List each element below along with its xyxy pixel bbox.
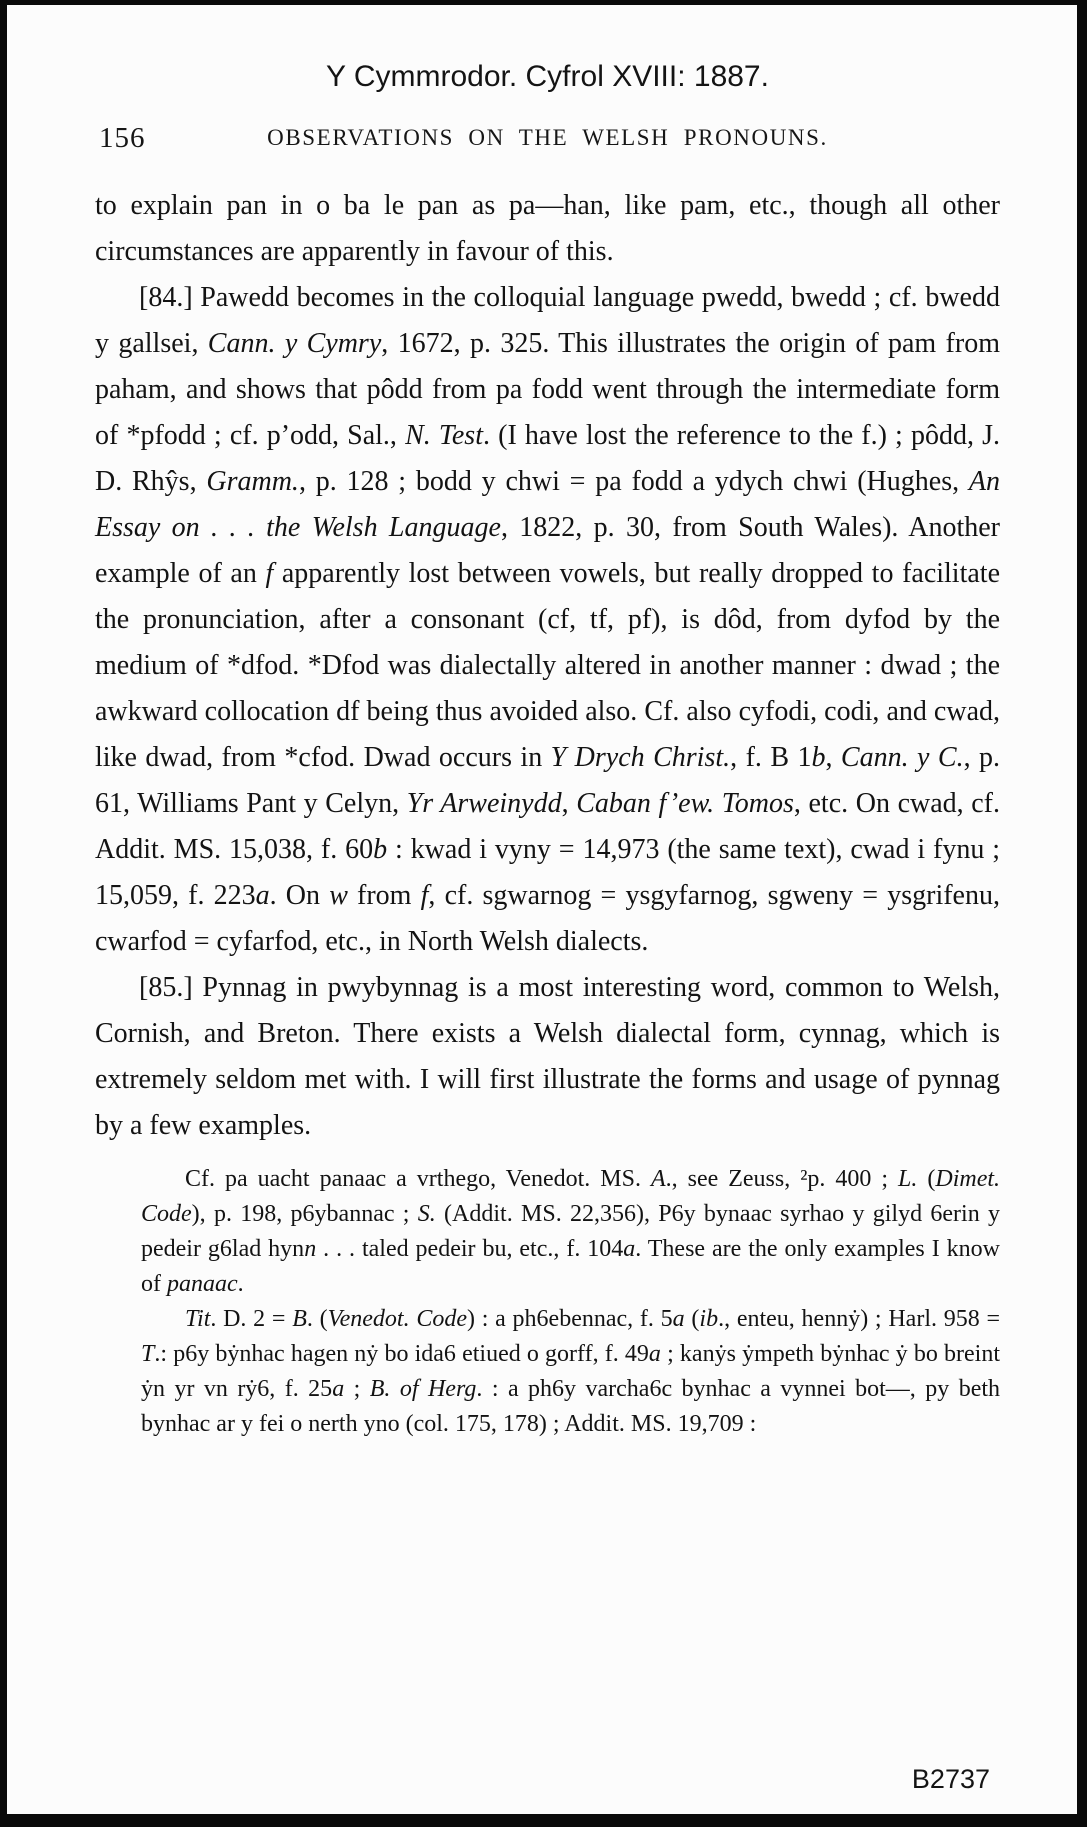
- running-title: OBSERVATIONS ON THE WELSH PRONOUNS.: [267, 125, 828, 150]
- italic-text-segment: a: [672, 1306, 685, 1332]
- italic-text-segment: Venedot. Code: [327, 1306, 468, 1332]
- italic-text-segment: Gramm.: [206, 466, 299, 497]
- italic-text-segment: panaac: [167, 1271, 238, 1297]
- text-segment: from: [347, 880, 421, 911]
- italic-text-segment: a: [332, 1376, 345, 1402]
- italic-text-segment: b: [373, 834, 388, 865]
- text-segment: Cf. pa uacht panaac a vrthego, Venedot. MS.: [185, 1166, 651, 1192]
- text-segment: ., see Zeuss, ²p. 400 ;: [665, 1166, 899, 1192]
- italic-text-segment: n: [304, 1236, 317, 1262]
- text-segment: ; kanẏs ẏmpeth bẏnhac ẏ bo breint ẏn yr vn rẏ6, f. 25: [141, 1341, 1000, 1402]
- italic-text-segment: B. of Herg: [369, 1376, 477, 1402]
- text-segment: . These are the only examples I know of: [141, 1236, 1000, 1297]
- text-segment: : kwad i vyny = 14,973 (the same text), cwad i fynu ; 15,059, f. 223: [95, 834, 1000, 911]
- text-segment: , 1822, p. 30, from South Wales). Another example of an: [95, 512, 1000, 589]
- italic-text-segment: a: [623, 1236, 636, 1262]
- italic-text-segment: b: [811, 742, 826, 773]
- paragraph: [95, 965, 1000, 1149]
- text-segment: . . . taled pedeir bu, etc., f. 104: [316, 1236, 624, 1262]
- text-segment: .: [237, 1271, 244, 1297]
- italic-text-segment: N. Test: [405, 420, 483, 451]
- text-segment: , p. 61, Williams Pant y Celyn,: [95, 742, 1001, 819]
- italic-text-segment: A: [650, 1166, 666, 1192]
- text-segment: , p. 128 ; bodd y chwi = pa fodd a ydych chwi (Hughes,: [298, 466, 969, 497]
- italic-text-segment: w: [329, 880, 348, 911]
- text-segment: [85.] Pynnag in pwybynnag is a most interesting word, common to Welsh, Cornish, and Breton. There exists a Welsh dialectal form, cynnag, which is extremely seldom met with. I will first illustrate the forms and usage of pynnag by a few examples.: [95, 972, 1000, 1141]
- italic-text-segment: Yr Arweinydd: [406, 788, 562, 819]
- paragraph: [141, 1302, 1000, 1442]
- paragraph: [95, 275, 1000, 965]
- text-segment: . On: [269, 880, 330, 911]
- text-segment: (: [684, 1306, 700, 1332]
- text-segment: ., enteu, hennẏ) ; Harl. 958 =: [718, 1306, 1001, 1332]
- text-segment: , f. B 1: [730, 742, 812, 773]
- text-segment: (Addit. MS. 22,356), P6y bynaac syrhao y gilyd 6erin y pedeir g6lad hyn: [141, 1201, 1000, 1262]
- italic-text-segment: f: [420, 880, 429, 911]
- italic-text-segment: Caban f’ew. Tomos: [576, 788, 794, 819]
- text-segment: ,: [561, 788, 577, 819]
- page-number: 156: [99, 122, 146, 154]
- paragraph: [95, 183, 1000, 275]
- text-segment: . : a ph6y varcha6c bynhac a vynnei bot—, py beth bynhac ar y fei o nerth yno (col. 175, 178) ; Addit. MS. 19,709 :: [141, 1376, 1001, 1437]
- italic-text-segment: S.: [417, 1201, 436, 1227]
- italic-text-segment: Tit: [185, 1306, 211, 1332]
- italic-text-segment: B: [292, 1306, 307, 1332]
- text-segment: [84.] Pawedd becomes in the colloquial language pwedd, bwedd ; cf. bwedd y gallsei,: [95, 282, 1000, 359]
- running-head: [95, 121, 1000, 155]
- italic-text-segment: Cann. y Cymry: [207, 328, 382, 359]
- text-segment: to explain pan in o ba le pan as pa—han, like pam, etc., though all other circumstances are apparently in favour of this.: [95, 190, 1000, 267]
- text-segment: ;: [344, 1376, 370, 1402]
- text-segment: ) : a ph6ebennac, f. 5: [467, 1306, 673, 1332]
- text-segment: . D. 2 =: [210, 1306, 293, 1332]
- italic-text-segment: Dimet. Code: [141, 1166, 1001, 1227]
- italic-text-segment: a: [255, 880, 270, 911]
- page-body-text: [95, 183, 1000, 1442]
- book-page: [7, 5, 1077, 1814]
- italic-text-segment: a: [648, 1341, 661, 1367]
- italic-text-segment: T: [141, 1341, 155, 1367]
- text-segment: , cf. sgwarnog = ysgyfarnog, sgweny = ysgrifenu, cwarfod = cyfarfod, etc., in North Welsh dialects.: [95, 880, 1000, 957]
- scan-id: B2737: [911, 1764, 990, 1794]
- text-segment: apparently lost between vowels, but really dropped to facilitate the pronunciation, after a consonant (cf, tf, pf), is dôd, from dyfod by the medium of *dfod. *Dfod was dialectally altered in another manner : dwad ; the awkward collocation df being thus avoided also. Cf. also cyfodi, codi, and cwad, like dwad, from *cfod. Dwad occurs in: [95, 558, 1000, 773]
- italic-text-segment: f: [265, 558, 274, 589]
- text-segment: ), p. 198, p6ybannac ;: [191, 1201, 418, 1227]
- text-segment: . (: [306, 1306, 328, 1332]
- volume-header: Y Cymmrodor. Cyfrol XVIII: 1887.: [326, 60, 769, 93]
- text-segment: ,: [825, 742, 841, 773]
- text-segment: , 1672, p. 325. This illustrates the origin of pam from paham, and shows that pôdd from pa fodd went through the intermediate form of *pfodd ; cf. p’odd, Sal.,: [95, 328, 1000, 451]
- italic-text-segment: L.: [898, 1166, 918, 1192]
- text-segment: (: [917, 1166, 936, 1192]
- italic-text-segment: Cann. y C.: [840, 742, 964, 773]
- text-segment: , etc. On cwad, cf. Addit. MS. 15,038, f. 60: [95, 788, 1001, 865]
- italic-text-segment: ib: [699, 1306, 719, 1332]
- text-segment: .: p6y bẏnhac hagen nẏ bo ida6 etiued o gorff, f. 49: [154, 1341, 649, 1367]
- text-segment: . (I have lost the reference to the f.) ; pôdd, J. D. Rhŷs,: [95, 420, 1000, 497]
- italic-text-segment: An Essay on . . . the Welsh Language: [95, 466, 1000, 543]
- italic-text-segment: Y Drych Christ.: [550, 742, 731, 773]
- paragraph: [141, 1162, 1000, 1302]
